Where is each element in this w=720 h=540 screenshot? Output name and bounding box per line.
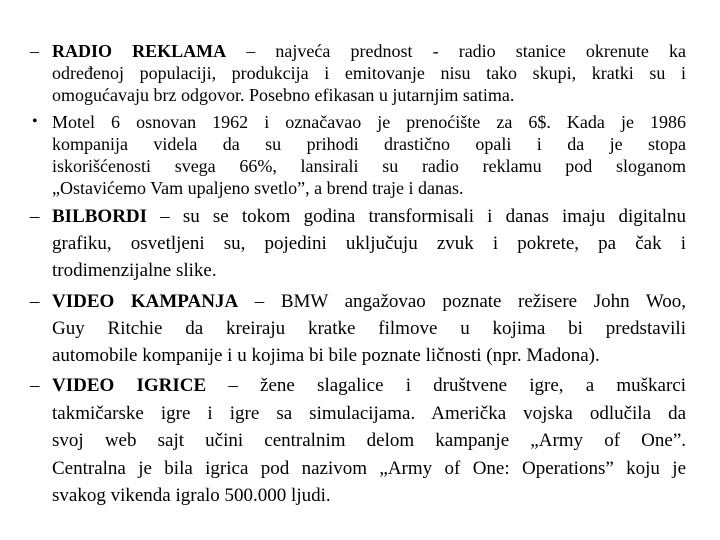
text-line: trodimenzijalne slike. [52, 260, 217, 281]
bullet-text [52, 40, 686, 106]
dash-marker: – [30, 375, 40, 396]
bullet-text [52, 372, 686, 510]
bullet-text [52, 203, 686, 284]
bullet-text [52, 111, 686, 199]
text-line: „Ostavićemo Vam upaljeno svetlo”, a brend traje i danas. [52, 178, 464, 198]
bullet-heading: RADIO REKLAMA [52, 41, 227, 61]
text-line: Centralna je bila igrica pod nazivom „Army of One: Operations” koju je [52, 457, 686, 479]
text-line: određenoj populaciji, produkcija i emitovanje nisu tako skupi, kratki su i [52, 63, 686, 83]
text-line: svakog vikenda igralo 500.000 ljudi. [52, 485, 331, 506]
bullet-video-igrice [30, 372, 686, 510]
bullet-heading: VIDEO KAMPANJA [52, 291, 239, 312]
text-line: automobile kompanije i u kojima bi bile poznate ličnosti (npr. Madona). [52, 345, 600, 366]
bullet-heading: BILBORDI [52, 206, 148, 227]
bullet-bilbordi [30, 203, 686, 284]
text-line: grafiku, osvetljeni su, pojedini uključuju zvuk i pokrete, pa čak i [52, 233, 686, 254]
text-line: takmičarske igre i igre sa simulacijama. Američka vojska odlučila da [52, 402, 686, 424]
text-line: kompanija videla da su prihodi drastično opali i da je stopa [52, 134, 686, 154]
dash-marker: – [30, 291, 40, 312]
text-line: iskorišćenosti svega 66%, lansirali su radio reklamu pod sloganom [52, 156, 686, 176]
text-line: RADIO REKLAMA – najveća prednost - radio stanice okrenute ka [52, 41, 686, 61]
bullet-text [52, 288, 686, 369]
text-line: Motel 6 osnovan 1962 i označavao je prenoćište za 6$. Kada je 1986 [52, 112, 686, 132]
bullet-marker: • [32, 113, 38, 130]
bullet-heading: VIDEO IGRICE [52, 375, 207, 396]
text-line: Guy Ritchie da kreiraju kratke filmove u kojima bi predstavili [52, 318, 686, 339]
text-line: omogućavaju brz odgovor. Posebno efikasan u jutarnjim satima. [52, 85, 515, 105]
dash-marker: – [30, 206, 40, 227]
text-line: VIDEO IGRICE – žene slagalice i društvene igre, a muškarci [52, 375, 686, 396]
dash-marker: – [30, 41, 39, 61]
text-line: BILBORDI – su se tokom godina transformisali i danas imaju digitalnu [52, 206, 686, 227]
text-line: svoj web sajt učini centralnim delom kampanje „Army of One”. [52, 430, 686, 451]
text-line: VIDEO KAMPANJA – BMW angažovao poznate režisere John Woo, [52, 291, 686, 312]
bullet-video-kampanja [30, 288, 686, 369]
bullet-motel-6 [30, 111, 686, 199]
bullet-radio-reklama [30, 40, 686, 106]
